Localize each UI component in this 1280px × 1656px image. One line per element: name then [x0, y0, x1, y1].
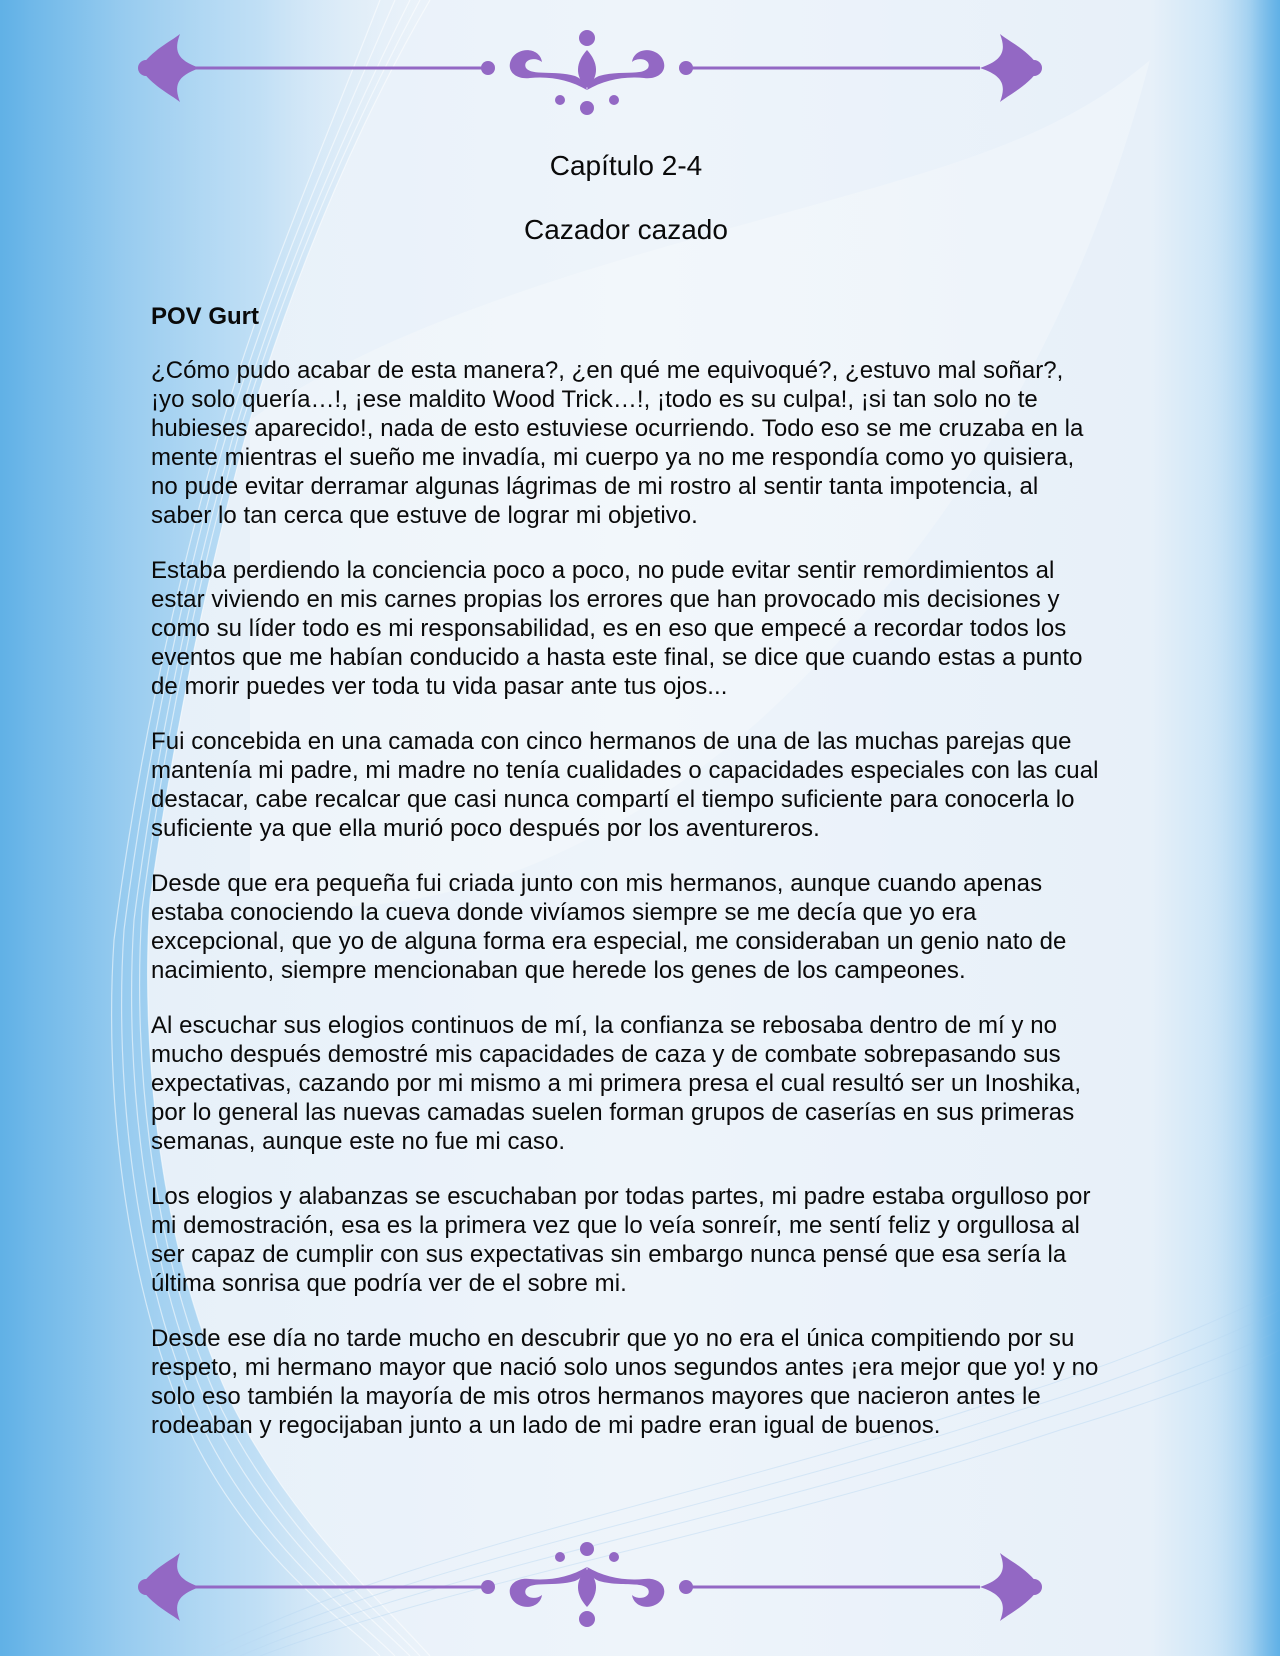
- paragraph: Los elogios y alabanzas se escuchaban por todas partes, mi padre estaba orgulloso por mi demostración, esa es la primera vez que lo veía sonreír, me sentí feliz y orgullosa al ser capaz de cumplir con sus expectativas sin embargo nunca pensé que esa sería la última sonrisa que podría ver de el sobre mi.: [151, 1183, 1091, 1297]
- paragraph: Estaba perdiendo la conciencia poco a poco, no pude evitar sentir remordimientos al estar viviendo en mis carnes propias los errores que han provocado mis decisiones y como su líder todo es mi responsabilidad, es en eso que empecé a recordar todos los eventos que me habían conducido a hasta este final, se dice que cuando estas a punto de morir puedes ver toda tu vida pasar ante tus ojos...: [151, 557, 1083, 700]
- paragraph: Desde que era pequeña fui criada junto con mis hermanos, aunque cuando apenas estaba conociendo la cueva donde vivíamos siempre se me decía que yo era excepcional, que yo de alguna forma era especial, me consideraban un genio nato de nacimiento, siempre mencionaban que herede los genes de los campeones.: [151, 870, 1067, 984]
- paragraph: Desde ese día no tarde mucho en descubrir que yo no era el única compitiendo por su respeto, mi hermano mayor que nació solo unos segundos antes ¡era mejor que yo! y no solo eso también la mayoría de mis otros hermanos mayores que nacieron antes le rodeaban y regocijaban junto a un lado de mi padre eran igual de buenos.: [151, 1325, 1099, 1439]
- chapter-subtitle: Cazador cazado: [524, 214, 728, 245]
- flourish-divider-icon: [130, 20, 1150, 120]
- paragraph: Al escuchar sus elogios continuos de mí, la confianza se rebosaba dentro de mí y no mucho después demostré mis capacidades de caza y de combate sobrepasando sus expectativas, cazando por mi mismo a mi primera presa el cual resultó ser un Inoshika, por lo general las nuevas camadas suelen forman grupos de caserías en sus primeras semanas, aunque este no fue mi caso.: [151, 1012, 1082, 1155]
- flourish-divider-icon: [130, 1535, 1150, 1635]
- chapter-title: Capítulo 2-4: [549, 150, 703, 181]
- section-heading: POV Gurt: [151, 303, 260, 330]
- paragraph: ¿Cómo pudo acabar de esta manera?, ¿en qué me equivoqué?, ¿estuvo mal soñar?, ¡yo solo quería…!, ¡ese maldito Wood Trick…!, ¡todo es su culpa!, ¡si tan solo no te hubieses aparecido!, nada de esto estuviese ocurriendo. Todo eso se me cruzaba en la mente mientras el sueño me invadía, mi cuerpo ya no me respondía como yo quisiera, no pude evitar derramar algunas lágrimas de mi rostro al sentir tanta impotencia, al saber lo tan cerca que estuve de lograr mi objetivo.: [151, 357, 1084, 529]
- paragraph: Fui concebida en una camada con cinco hermanos de una de las muchas parejas que mantenía mi padre, mi madre no tenía cualidades o capacidades especiales con las cual destacar, cabe recalcar que casi nunca compartí el tiempo suficiente para conocerla lo suficiente ya que ella murió poco después por los aventureros.: [151, 728, 1099, 842]
- chapter-content: [151, 148, 1101, 1440]
